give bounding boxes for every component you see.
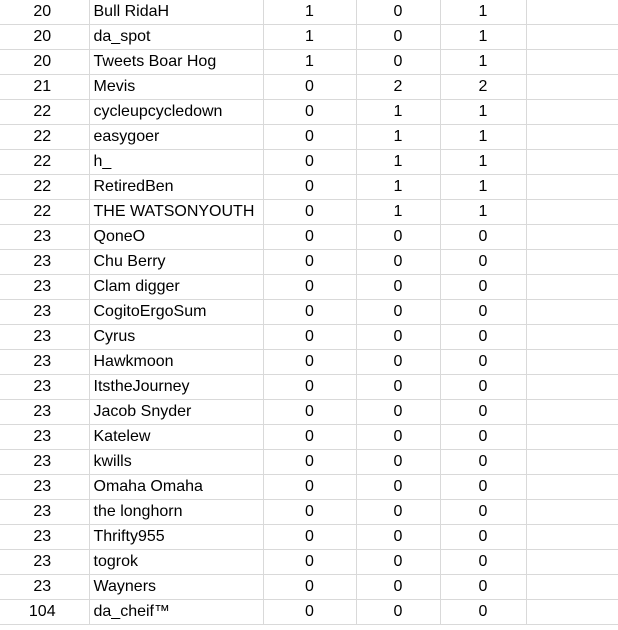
name-cell[interactable]: togrok	[89, 550, 263, 575]
empty-cell[interactable]	[526, 50, 618, 75]
value-cell-2[interactable]: 1	[356, 200, 440, 225]
name-cell[interactable]: Thrifty955	[89, 525, 263, 550]
rank-cell[interactable]: 22	[0, 175, 89, 200]
value-cell-2[interactable]: 0	[356, 425, 440, 450]
empty-cell[interactable]	[526, 200, 618, 225]
table-row	[0, 75, 618, 100]
table-row	[0, 175, 618, 200]
value-cell-3[interactable]: 1	[440, 175, 526, 200]
value-cell-1[interactable]: 1	[263, 25, 356, 50]
value-cell-3[interactable]: 1	[440, 25, 526, 50]
empty-cell[interactable]	[526, 125, 618, 150]
table-row	[0, 550, 618, 575]
table-row	[0, 375, 618, 400]
table-row	[0, 225, 618, 250]
value-cell-1[interactable]: 0	[263, 250, 356, 275]
empty-cell[interactable]	[526, 0, 618, 25]
rank-cell[interactable]: 23	[0, 475, 89, 500]
value-cell-2[interactable]: 0	[356, 225, 440, 250]
empty-cell[interactable]	[526, 475, 618, 500]
name-cell[interactable]: Bull RidaH	[89, 0, 263, 25]
name-cell[interactable]: da_spot	[89, 25, 263, 50]
rank-cell[interactable]: 20	[0, 0, 89, 25]
table-row	[0, 150, 618, 175]
value-cell-2[interactable]: 0	[356, 400, 440, 425]
value-cell-3[interactable]: 0	[440, 500, 526, 525]
name-cell[interactable]: Hawkmoon	[89, 350, 263, 375]
value-cell-2[interactable]: 0	[356, 475, 440, 500]
rank-cell[interactable]: 22	[0, 150, 89, 175]
value-cell-2[interactable]: 0	[356, 575, 440, 600]
empty-cell[interactable]	[526, 325, 618, 350]
value-cell-3[interactable]: 1	[440, 100, 526, 125]
value-cell-2[interactable]: 0	[356, 50, 440, 75]
value-cell-1[interactable]: 0	[263, 575, 356, 600]
rank-cell[interactable]: 23	[0, 525, 89, 550]
name-cell[interactable]: Clam digger	[89, 275, 263, 300]
name-cell[interactable]: Katelew	[89, 425, 263, 450]
rank-cell[interactable]: 20	[0, 25, 89, 50]
value-cell-2[interactable]: 1	[356, 175, 440, 200]
value-cell-1[interactable]: 0	[263, 425, 356, 450]
table-row	[0, 25, 618, 50]
rank-cell[interactable]: 20	[0, 50, 89, 75]
value-cell-3[interactable]: 1	[440, 50, 526, 75]
value-cell-3[interactable]: 0	[440, 575, 526, 600]
table-row	[0, 475, 618, 500]
empty-cell[interactable]	[526, 250, 618, 275]
value-cell-1[interactable]: 0	[263, 600, 356, 625]
rank-cell[interactable]: 23	[0, 250, 89, 275]
value-cell-3[interactable]: 0	[440, 450, 526, 475]
name-cell[interactable]: the longhorn	[89, 500, 263, 525]
value-cell-3[interactable]: 0	[440, 475, 526, 500]
table-row	[0, 525, 618, 550]
name-cell[interactable]: RetiredBen	[89, 175, 263, 200]
table-row	[0, 450, 618, 475]
value-cell-2[interactable]: 0	[356, 325, 440, 350]
name-cell[interactable]: QoneO	[89, 225, 263, 250]
empty-cell[interactable]	[526, 300, 618, 325]
empty-cell[interactable]	[526, 425, 618, 450]
value-cell-1[interactable]: 0	[263, 500, 356, 525]
value-cell-3[interactable]: 0	[440, 275, 526, 300]
empty-cell[interactable]	[526, 175, 618, 200]
value-cell-2[interactable]: 2	[356, 75, 440, 100]
rank-cell[interactable]: 23	[0, 325, 89, 350]
empty-cell[interactable]	[526, 400, 618, 425]
value-cell-3[interactable]: 0	[440, 425, 526, 450]
table-row	[0, 200, 618, 225]
value-cell-1[interactable]: 0	[263, 225, 356, 250]
value-cell-1[interactable]: 0	[263, 150, 356, 175]
rank-cell[interactable]: 21	[0, 75, 89, 100]
value-cell-2[interactable]: 0	[356, 525, 440, 550]
empty-cell[interactable]	[526, 100, 618, 125]
rank-cell[interactable]: 22	[0, 100, 89, 125]
empty-cell[interactable]	[526, 525, 618, 550]
table-row	[0, 300, 618, 325]
empty-cell[interactable]	[526, 375, 618, 400]
name-cell[interactable]: cycleupcycledown	[89, 100, 263, 125]
rank-cell[interactable]: 23	[0, 500, 89, 525]
value-cell-1[interactable]: 0	[263, 325, 356, 350]
table-row	[0, 425, 618, 450]
value-cell-1[interactable]: 0	[263, 525, 356, 550]
value-cell-3[interactable]: 1	[440, 125, 526, 150]
value-cell-1[interactable]: 0	[263, 400, 356, 425]
rank-cell[interactable]: 23	[0, 350, 89, 375]
rank-cell[interactable]: 23	[0, 275, 89, 300]
rank-cell[interactable]: 104	[0, 600, 89, 625]
value-cell-1[interactable]: 1	[263, 50, 356, 75]
table-row	[0, 600, 618, 625]
value-cell-1[interactable]: 0	[263, 300, 356, 325]
name-cell[interactable]: Chu Berry	[89, 250, 263, 275]
value-cell-2[interactable]: 0	[356, 500, 440, 525]
name-cell[interactable]: Jacob Snyder	[89, 400, 263, 425]
value-cell-2[interactable]: 0	[356, 375, 440, 400]
value-cell-3[interactable]: 0	[440, 300, 526, 325]
table-row	[0, 350, 618, 375]
value-cell-1[interactable]: 0	[263, 475, 356, 500]
table-row	[0, 325, 618, 350]
table-row	[0, 0, 618, 25]
value-cell-3[interactable]: 0	[440, 350, 526, 375]
empty-cell[interactable]	[526, 500, 618, 525]
rank-cell[interactable]: 23	[0, 225, 89, 250]
name-cell[interactable]: THE WATSONYOUTH	[89, 200, 263, 225]
empty-cell[interactable]	[526, 275, 618, 300]
value-cell-2[interactable]: 0	[356, 600, 440, 625]
value-cell-1[interactable]: 0	[263, 175, 356, 200]
value-cell-3[interactable]: 0	[440, 250, 526, 275]
table-row	[0, 125, 618, 150]
value-cell-2[interactable]: 1	[356, 150, 440, 175]
rank-cell[interactable]: 22	[0, 125, 89, 150]
value-cell-2[interactable]: 0	[356, 300, 440, 325]
name-cell[interactable]: kwills	[89, 450, 263, 475]
value-cell-3[interactable]: 1	[440, 200, 526, 225]
value-cell-3[interactable]: 0	[440, 600, 526, 625]
value-cell-2[interactable]: 0	[356, 0, 440, 25]
value-cell-1[interactable]: 0	[263, 275, 356, 300]
value-cell-3[interactable]: 0	[440, 525, 526, 550]
value-cell-3[interactable]: 0	[440, 550, 526, 575]
table-row	[0, 400, 618, 425]
table-row	[0, 250, 618, 275]
table-row	[0, 100, 618, 125]
value-cell-1[interactable]: 0	[263, 375, 356, 400]
name-cell[interactable]: da_cheif™	[89, 600, 263, 625]
value-cell-2[interactable]: 0	[356, 275, 440, 300]
value-cell-3[interactable]: 0	[440, 375, 526, 400]
value-cell-3[interactable]: 2	[440, 75, 526, 100]
value-cell-3[interactable]: 0	[440, 325, 526, 350]
value-cell-1[interactable]: 1	[263, 0, 356, 25]
empty-cell[interactable]	[526, 550, 618, 575]
name-cell[interactable]: ItstheJourney	[89, 375, 263, 400]
value-cell-2[interactable]: 0	[356, 25, 440, 50]
rank-cell[interactable]: 23	[0, 575, 89, 600]
value-cell-1[interactable]: 0	[263, 450, 356, 475]
empty-cell[interactable]	[526, 600, 618, 625]
rank-cell[interactable]: 23	[0, 425, 89, 450]
empty-cell[interactable]	[526, 350, 618, 375]
name-cell[interactable]: Omaha Omaha	[89, 475, 263, 500]
table-row	[0, 50, 618, 75]
value-cell-3[interactable]: 0	[440, 400, 526, 425]
empty-cell[interactable]	[526, 25, 618, 50]
value-cell-2[interactable]: 0	[356, 550, 440, 575]
name-cell[interactable]: Tweets Boar Hog	[89, 50, 263, 75]
value-cell-1[interactable]: 0	[263, 350, 356, 375]
value-cell-2[interactable]: 0	[356, 450, 440, 475]
table-row	[0, 275, 618, 300]
value-cell-2[interactable]: 0	[356, 350, 440, 375]
rank-cell[interactable]: 23	[0, 550, 89, 575]
name-cell[interactable]: h_	[89, 150, 263, 175]
value-cell-3[interactable]: 1	[440, 150, 526, 175]
rank-cell[interactable]: 22	[0, 200, 89, 225]
value-cell-1[interactable]: 0	[263, 125, 356, 150]
empty-cell[interactable]	[526, 225, 618, 250]
empty-cell[interactable]	[526, 450, 618, 475]
value-cell-1[interactable]: 0	[263, 100, 356, 125]
empty-cell[interactable]	[526, 575, 618, 600]
name-cell[interactable]: CogitoErgoSum	[89, 300, 263, 325]
value-cell-3[interactable]: 0	[440, 225, 526, 250]
rank-cell[interactable]: 23	[0, 375, 89, 400]
value-cell-1[interactable]: 0	[263, 200, 356, 225]
value-cell-2[interactable]: 1	[356, 100, 440, 125]
rank-cell[interactable]: 23	[0, 400, 89, 425]
name-cell[interactable]: Wayners	[89, 575, 263, 600]
value-cell-2[interactable]: 0	[356, 250, 440, 275]
rank-cell[interactable]: 23	[0, 450, 89, 475]
name-cell[interactable]: Cyrus	[89, 325, 263, 350]
value-cell-1[interactable]: 0	[263, 550, 356, 575]
table-row	[0, 500, 618, 525]
value-cell-1[interactable]: 0	[263, 75, 356, 100]
value-cell-3[interactable]: 1	[440, 0, 526, 25]
empty-cell[interactable]	[526, 150, 618, 175]
name-cell[interactable]: easygoer	[89, 125, 263, 150]
name-cell[interactable]: Mevis	[89, 75, 263, 100]
rank-cell[interactable]: 23	[0, 300, 89, 325]
empty-cell[interactable]	[526, 75, 618, 100]
value-cell-2[interactable]: 1	[356, 125, 440, 150]
table-row	[0, 575, 618, 600]
